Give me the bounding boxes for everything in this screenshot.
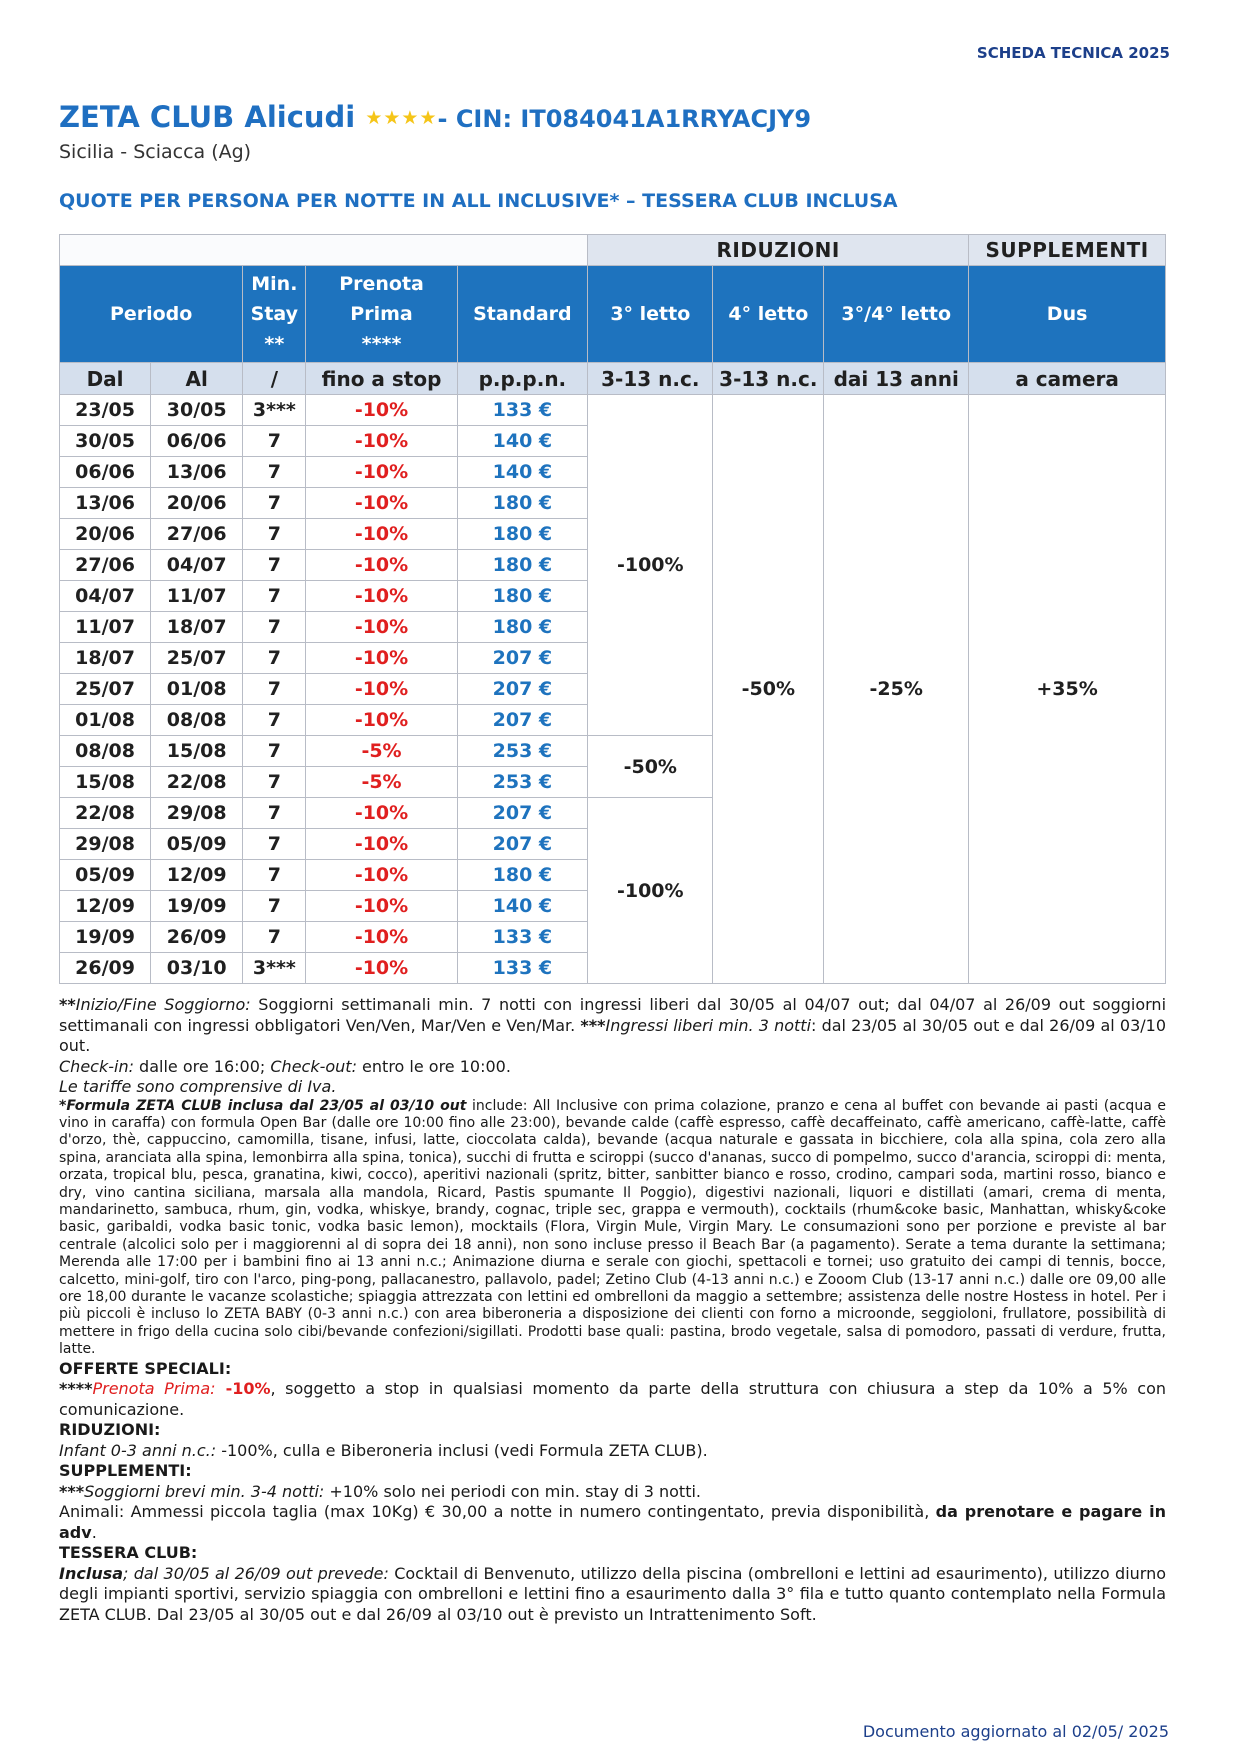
cell-prenota-prima: -10% [306,891,457,922]
cell-dal: 19/09 [60,922,151,953]
cell-prenota-prima: -10% [306,581,457,612]
cell-dal: 11/07 [60,612,151,643]
sub-dus: a camera [969,363,1166,395]
cell-min-stay: 7 [243,612,306,643]
cell-dal: 29/08 [60,829,151,860]
cell-dal: 12/09 [60,891,151,922]
cell-al: 18/07 [151,612,243,643]
cell-standard-price: 180 € [457,519,588,550]
col-min-stay: Min. Stay ** [243,266,306,363]
cell-al: 26/09 [151,922,243,953]
cell-dal: 05/09 [60,860,151,891]
note-riduzioni: Infant 0-3 anni n.c.: -100%, culla e Biberoneria inclusi (vedi Formula ZETA CLUB). [59,1440,708,1460]
hotel-name: ZETA CLUB Alicudi [59,100,356,134]
cell-standard-price: 140 € [457,891,588,922]
cell-min-stay: 7 [243,426,306,457]
cell-min-stay: 7 [243,705,306,736]
cell-4-letto-reduction: -50% [713,395,824,984]
cell-al: 05/09 [151,829,243,860]
cell-dal: 30/05 [60,426,151,457]
cell-standard-price: 133 € [457,395,588,426]
cell-standard-price: 253 € [457,736,588,767]
cell-prenota-prima: -10% [306,829,457,860]
cell-al: 13/06 [151,457,243,488]
cell-al: 30/05 [151,395,243,426]
cell-min-stay: 7 [243,922,306,953]
cell-prenota-prima: -10% [306,395,457,426]
cell-standard-price: 180 € [457,860,588,891]
cell-34-letto-reduction: -25% [824,395,969,984]
cell-3-letto-reduction: -50% [588,736,713,798]
cell-prenota-prima: -10% [306,643,457,674]
cell-min-stay: 3*** [243,953,306,984]
cell-standard-price: 207 € [457,674,588,705]
col-34-letto: 3°/4° letto [824,266,969,363]
cell-al: 12/09 [151,860,243,891]
cell-prenota-prima: -10% [306,674,457,705]
cell-prenota-prima: -10% [306,798,457,829]
cell-min-stay: 7 [243,860,306,891]
cell-standard-price: 140 € [457,426,588,457]
col-3-letto: 3° letto [588,266,713,363]
note-formula: *Formula ZETA CLUB inclusa dal 23/05 al 03/10 out include: All Inclusive con prima colazione, pranzo e cena al buffet con bevande ai pasti (acqua e vino in caraffa) con formula Open Bar (dalle ore 10:00 fino alle 23:00), bevande calde (caffè espresso, caffè decaffeinato, caffè americano, caffè-latte, caffè d'orzo, thè, cappuccino, camomilla, tisane, infusi, latte, cioccolata calda), bevande (acqua naturale e gassata in bicchiere, cola alla spina, cola zero alla spina, aranciata alla spina, lemonbirra alla spina, tonica), succhi di frutta e sciroppi (succo d'ananas, succo di pompelmo, succo d'arancia, sciroppi di: menta, orzata, tropical blu, pesca, granatina, kiwi, cocco), aperitivi nazionali (spritz, bitter, sanbitter bianco e rosso, crodino, campari soda, martini rosso, bianco e dry, vino cantina siciliana, marsala alla mandola, Ricard, Pastis spumante Il Poggio), digestivi nazionali, liquori e distillati (amari, crema di menta, mandarinetto, sambuca, rhum, gin, vodka, whiskye, brandy, cognac, triple sec, grappa e vermouth), cocktails (rhum&coke basic, Manhattan, whisky&coke basic, garibaldi, vodka basic tonic, vodka basic lemon), mocktails (Flora, Virgin Mule, Virgin Mary. Le consumazioni sono per porzione e previste al bar centrale (alcolici solo per i maggiorenni al di sopra dei 18 anni), non sono incluse presso il Beach Bar (a pagamento). Serate a tema durante la settimana; Merenda alle 17:00 per i bambini fino ai 13 anni n.c.; Animazione diurna e serale con giochi, spettacoli e tornei; uso gratuito dei campi di tennis, bocce, calcetto, mini-golf, tiro con l'arco, ping-pong, pallacanestro, pallavolo, padel; Zetino Club (4-13 anni n.c.) e Zooom Club (13-17 anni n.c.) dalle ore 09,00 alle ore 18,00 durante le vacanze scolastiche; spiaggia attrezzata con lettini ed ombrelloni da maggio a settembre; assistenza delle nostre Hostess in hotel. Per i più piccoli è incluso lo ZETA BABY (0-3 anni n.c.) con area biberoneria a disposizione dei clienti con forno a microonde, seggioloni, frullatore, possibilità di mettere in frigo della cucina solo cibi/bevande confezioni/sigillati. Prodotti base quali: pastina, brodo vegetale, salsa di pomodoro, passati di verdure, frutta, latte. [59,1097,1166,1358]
cell-prenota-prima: -10% [306,922,457,953]
sub-slash: / [243,363,306,395]
cell-dal: 15/08 [60,767,151,798]
cell-al: 15/08 [151,736,243,767]
sub-al: Al [151,363,243,395]
cell-min-stay: 7 [243,767,306,798]
cell-min-stay: 7 [243,550,306,581]
cell-prenota-prima: -10% [306,488,457,519]
cell-prenota-prima: -5% [306,736,457,767]
cell-prenota-prima: -10% [306,860,457,891]
cell-dus-supplement: +35% [969,395,1166,984]
cell-standard-price: 207 € [457,705,588,736]
cell-standard-price: 207 € [457,643,588,674]
sub-34-letto: dai 13 anni [824,363,969,395]
cell-standard-price: 207 € [457,798,588,829]
cell-standard-price: 180 € [457,581,588,612]
cell-dal: 13/06 [60,488,151,519]
cell-al: 01/08 [151,674,243,705]
cell-prenota-prima: -10% [306,550,457,581]
cell-al: 20/06 [151,488,243,519]
cell-min-stay: 3*** [243,395,306,426]
quote-heading: QUOTE PER PERSONA PER NOTTE IN ALL INCLUSIVE* – TESSERA CLUB INCLUSA [59,190,898,212]
cell-dal: 04/07 [60,581,151,612]
sub-dal: Dal [60,363,151,395]
cell-al: 19/09 [151,891,243,922]
cell-dal: 06/06 [60,457,151,488]
sheet-label: SCHEDA TECNICA 2025 [976,44,1170,62]
cell-min-stay: 7 [243,736,306,767]
cell-min-stay: 7 [243,643,306,674]
cell-dal: 01/08 [60,705,151,736]
table-row [60,395,1166,426]
note-offerte: ****Prenota Prima: -10%, soggetto a stop in qualsiasi momento da parte della struttura con chiusura a step da 10% a 5% con comunicazione. [59,1379,1166,1419]
cell-dal: 27/06 [60,550,151,581]
group-riduzioni: RIDUZIONI [588,235,969,266]
cell-al: 04/07 [151,550,243,581]
cell-prenota-prima: -10% [306,519,457,550]
cell-standard-price: 133 € [457,922,588,953]
cell-al: 08/08 [151,705,243,736]
cell-3-letto-reduction: -100% [588,798,713,984]
location: Sicilia - Sciacca (Ag) [59,141,252,163]
note-checkin: Check-in: dalle ore 16:00; Check-out: entro le ore 10:00. [59,1056,511,1076]
cell-standard-price: 180 € [457,550,588,581]
cell-standard-price: 133 € [457,953,588,984]
group-supplementi: SUPPLEMENTI [969,235,1166,266]
star-rating-icon: ★★★★ [365,107,438,129]
col-4-letto: 4° letto [713,266,824,363]
cell-min-stay: 7 [243,581,306,612]
note-animali: Animali: Ammessi piccola taglia (max 10Kg) € 30,00 a notte in numero contingentato, previa disponibilità, da prenotare e pagare in adv. [59,1502,1167,1542]
col-dus: Dus [969,266,1166,363]
cell-prenota-prima: -10% [306,426,457,457]
note-supplementi: ***Soggiorni brevi min. 3-4 notti: +10% solo nei periodi con min. stay di 3 notti. [59,1481,701,1501]
cell-3-letto-reduction: -100% [588,395,713,736]
tessera-title: TESSERA CLUB: [59,1543,198,1563]
cell-al: 03/10 [151,953,243,984]
header-blank [60,235,588,266]
cell-al: 25/07 [151,643,243,674]
cell-al: 29/08 [151,798,243,829]
cell-dal: 25/07 [60,674,151,705]
notes-section [59,995,1166,1625]
note-soggiorno: **Inizio/Fine Soggiorno: Soggiorni settimanali min. 7 notti con ingressi liberi dal 30/05 al 04/07 out; dal 04/07 al 26/09 out soggiorni settimanali con ingressi obbligatori Ven/Ven, Mar/Ven e Ven/Mar. ***Ingressi liberi min. 3 notti: dal 23/05 al 30/05 out e dal 26/09 al 03/10 out. [59,995,1167,1055]
cell-min-stay: 7 [243,519,306,550]
cell-al: 06/06 [151,426,243,457]
col-standard: Standard [457,266,588,363]
cin-code: - CIN: IT084041A1RRYACJY9 [437,105,812,133]
cell-al: 22/08 [151,767,243,798]
cell-min-stay: 7 [243,457,306,488]
cell-standard-price: 180 € [457,488,588,519]
note-tessera: Inclusa; dal 30/05 al 26/09 out prevede: Cocktail di Benvenuto, utilizzo della piscina (ombrelloni e lettini ad esaurimento), utilizzo diurno degli impianti sportivi, servizio spiaggia con ombrelloni e lettini fino a esaurimento dalla 3° fila e tutto quanto contemplato nella Formula ZETA CLUB. Dal 23/05 al 30/05 out e dal 26/09 al 03/10 out è previsto un Intrattenimento Soft. [59,1563,1167,1624]
cell-prenota-prima: -10% [306,612,457,643]
col-prenota-prima: Prenota Prima **** [306,266,457,363]
supplementi-title: SUPPLEMENTI: [59,1461,192,1481]
cell-prenota-prima: -10% [306,457,457,488]
cell-min-stay: 7 [243,798,306,829]
cell-min-stay: 7 [243,674,306,705]
cell-standard-price: 253 € [457,767,588,798]
cell-standard-price: 207 € [457,829,588,860]
cell-dal: 23/05 [60,395,151,426]
footer-updated: Documento aggiornato al 02/05/ 2025 [862,1722,1169,1741]
offerte-title: OFFERTE SPECIALI: [59,1358,232,1378]
cell-prenota-prima: -10% [306,953,457,984]
hotel-title [59,100,811,134]
cell-standard-price: 180 € [457,612,588,643]
riduzioni-title: RIDUZIONI: [59,1420,161,1440]
cell-al: 11/07 [151,581,243,612]
note-iva: Le tariffe sono comprensive di Iva. [59,1077,337,1096]
cell-standard-price: 140 € [457,457,588,488]
col-periodo: Periodo [60,266,243,363]
sub-fino-a-stop: fino a stop [306,363,457,395]
sub-3-letto: 3-13 n.c. [588,363,713,395]
cell-min-stay: 7 [243,891,306,922]
cell-prenota-prima: -10% [306,705,457,736]
cell-min-stay: 7 [243,488,306,519]
cell-dal: 22/08 [60,798,151,829]
cell-min-stay: 7 [243,829,306,860]
cell-prenota-prima: -5% [306,767,457,798]
sub-4-letto: 3-13 n.c. [713,363,824,395]
cell-al: 27/06 [151,519,243,550]
sub-pppn: p.p.p.n. [457,363,588,395]
price-table [59,234,1166,984]
cell-dal: 20/06 [60,519,151,550]
cell-dal: 18/07 [60,643,151,674]
cell-dal: 26/09 [60,953,151,984]
cell-dal: 08/08 [60,736,151,767]
